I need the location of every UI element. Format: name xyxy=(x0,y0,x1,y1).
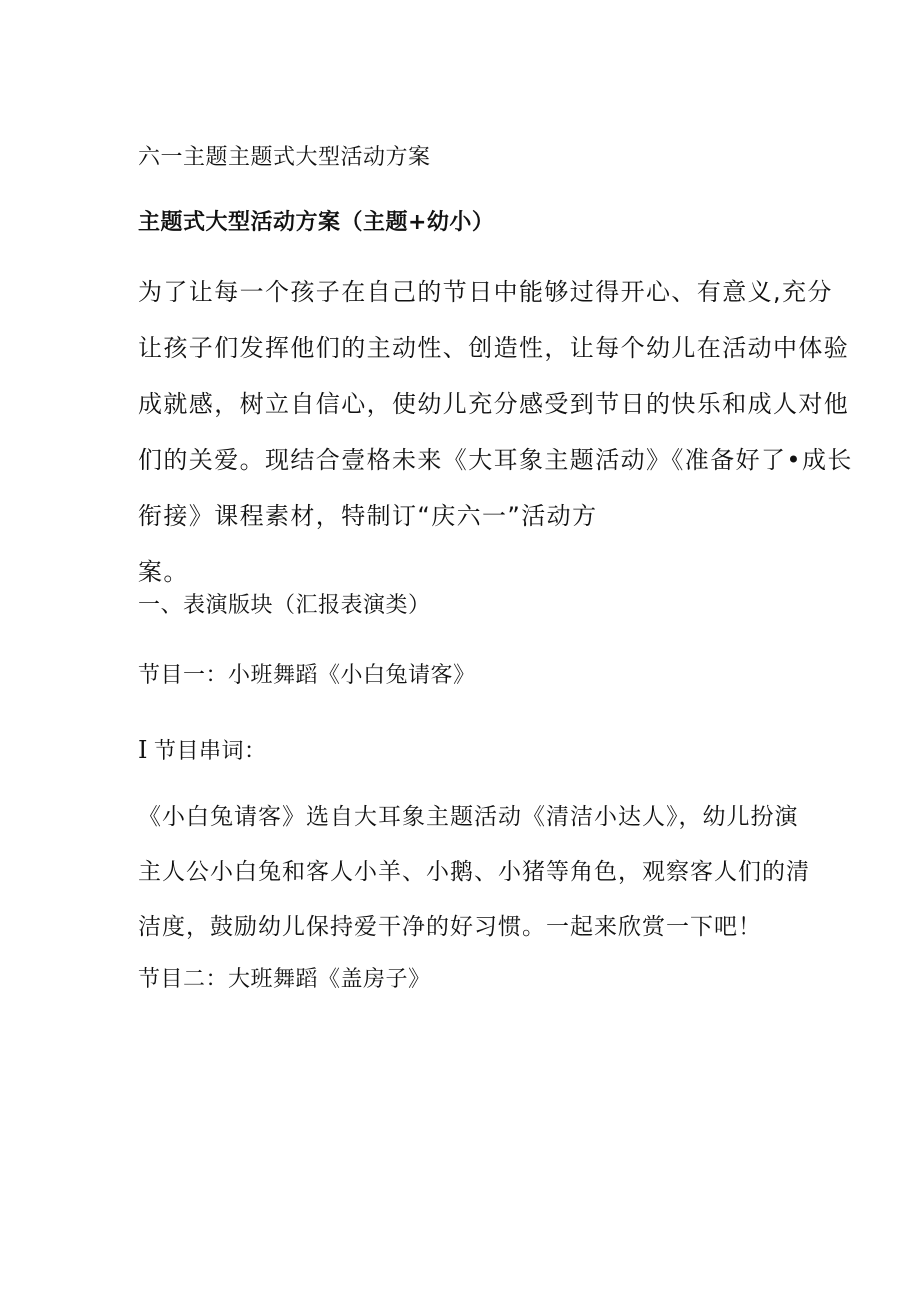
lyrics-paragraph xyxy=(138,790,810,955)
lyrics-line: 《小白兔请客》选自大耳象主题活动《清洁小达人》，幼儿扮演 xyxy=(138,804,799,830)
intro-line: 们的关爱。现结合壹格未来《大耳象主题活动》《准备好了•成长 xyxy=(138,446,853,474)
lyrics-heading-label: 节目串词： xyxy=(153,739,267,764)
intro-line: 成就感，树立自信心，使幼儿充分感受到节日的快乐和成人对他 xyxy=(138,390,850,418)
document-subtitle: 主题式大型活动方案（主题+幼小） xyxy=(138,210,495,235)
intro-line: 衔接》课程素材，特制订“庆六一”活动方 xyxy=(138,502,598,530)
intro-line: 让孩子们发挥他们的主动性、创造性，让每个幼儿在活动中体验 xyxy=(138,334,850,362)
lyrics-heading xyxy=(138,734,267,768)
program-two-title: 节目二：大班舞蹈《盖房子》 xyxy=(138,967,431,992)
intro-paragraph xyxy=(138,264,853,600)
intro-line: 为了让每一个孩子在自己的节日中能够过得开心、有意义,充分 xyxy=(138,278,833,306)
lyrics-line: 主人公小白兔和客人小羊、小鹅、小猪等角色，观察客人们的清 xyxy=(138,859,810,885)
document-title: 六一主题主题式大型活动方案 xyxy=(138,145,431,170)
lyrics-marker: I xyxy=(138,736,148,764)
section-heading-performance: 一、表演版块（汇报表演类） xyxy=(138,593,431,618)
program-one-title: 节目一：小班舞蹈《小白兔请客》 xyxy=(138,663,476,688)
intro-line: 案。 xyxy=(138,558,189,586)
lyrics-line: 洁度，鼓励幼儿保持爱干净的好习惯。一起来欣赏一下吧！ xyxy=(138,914,762,940)
